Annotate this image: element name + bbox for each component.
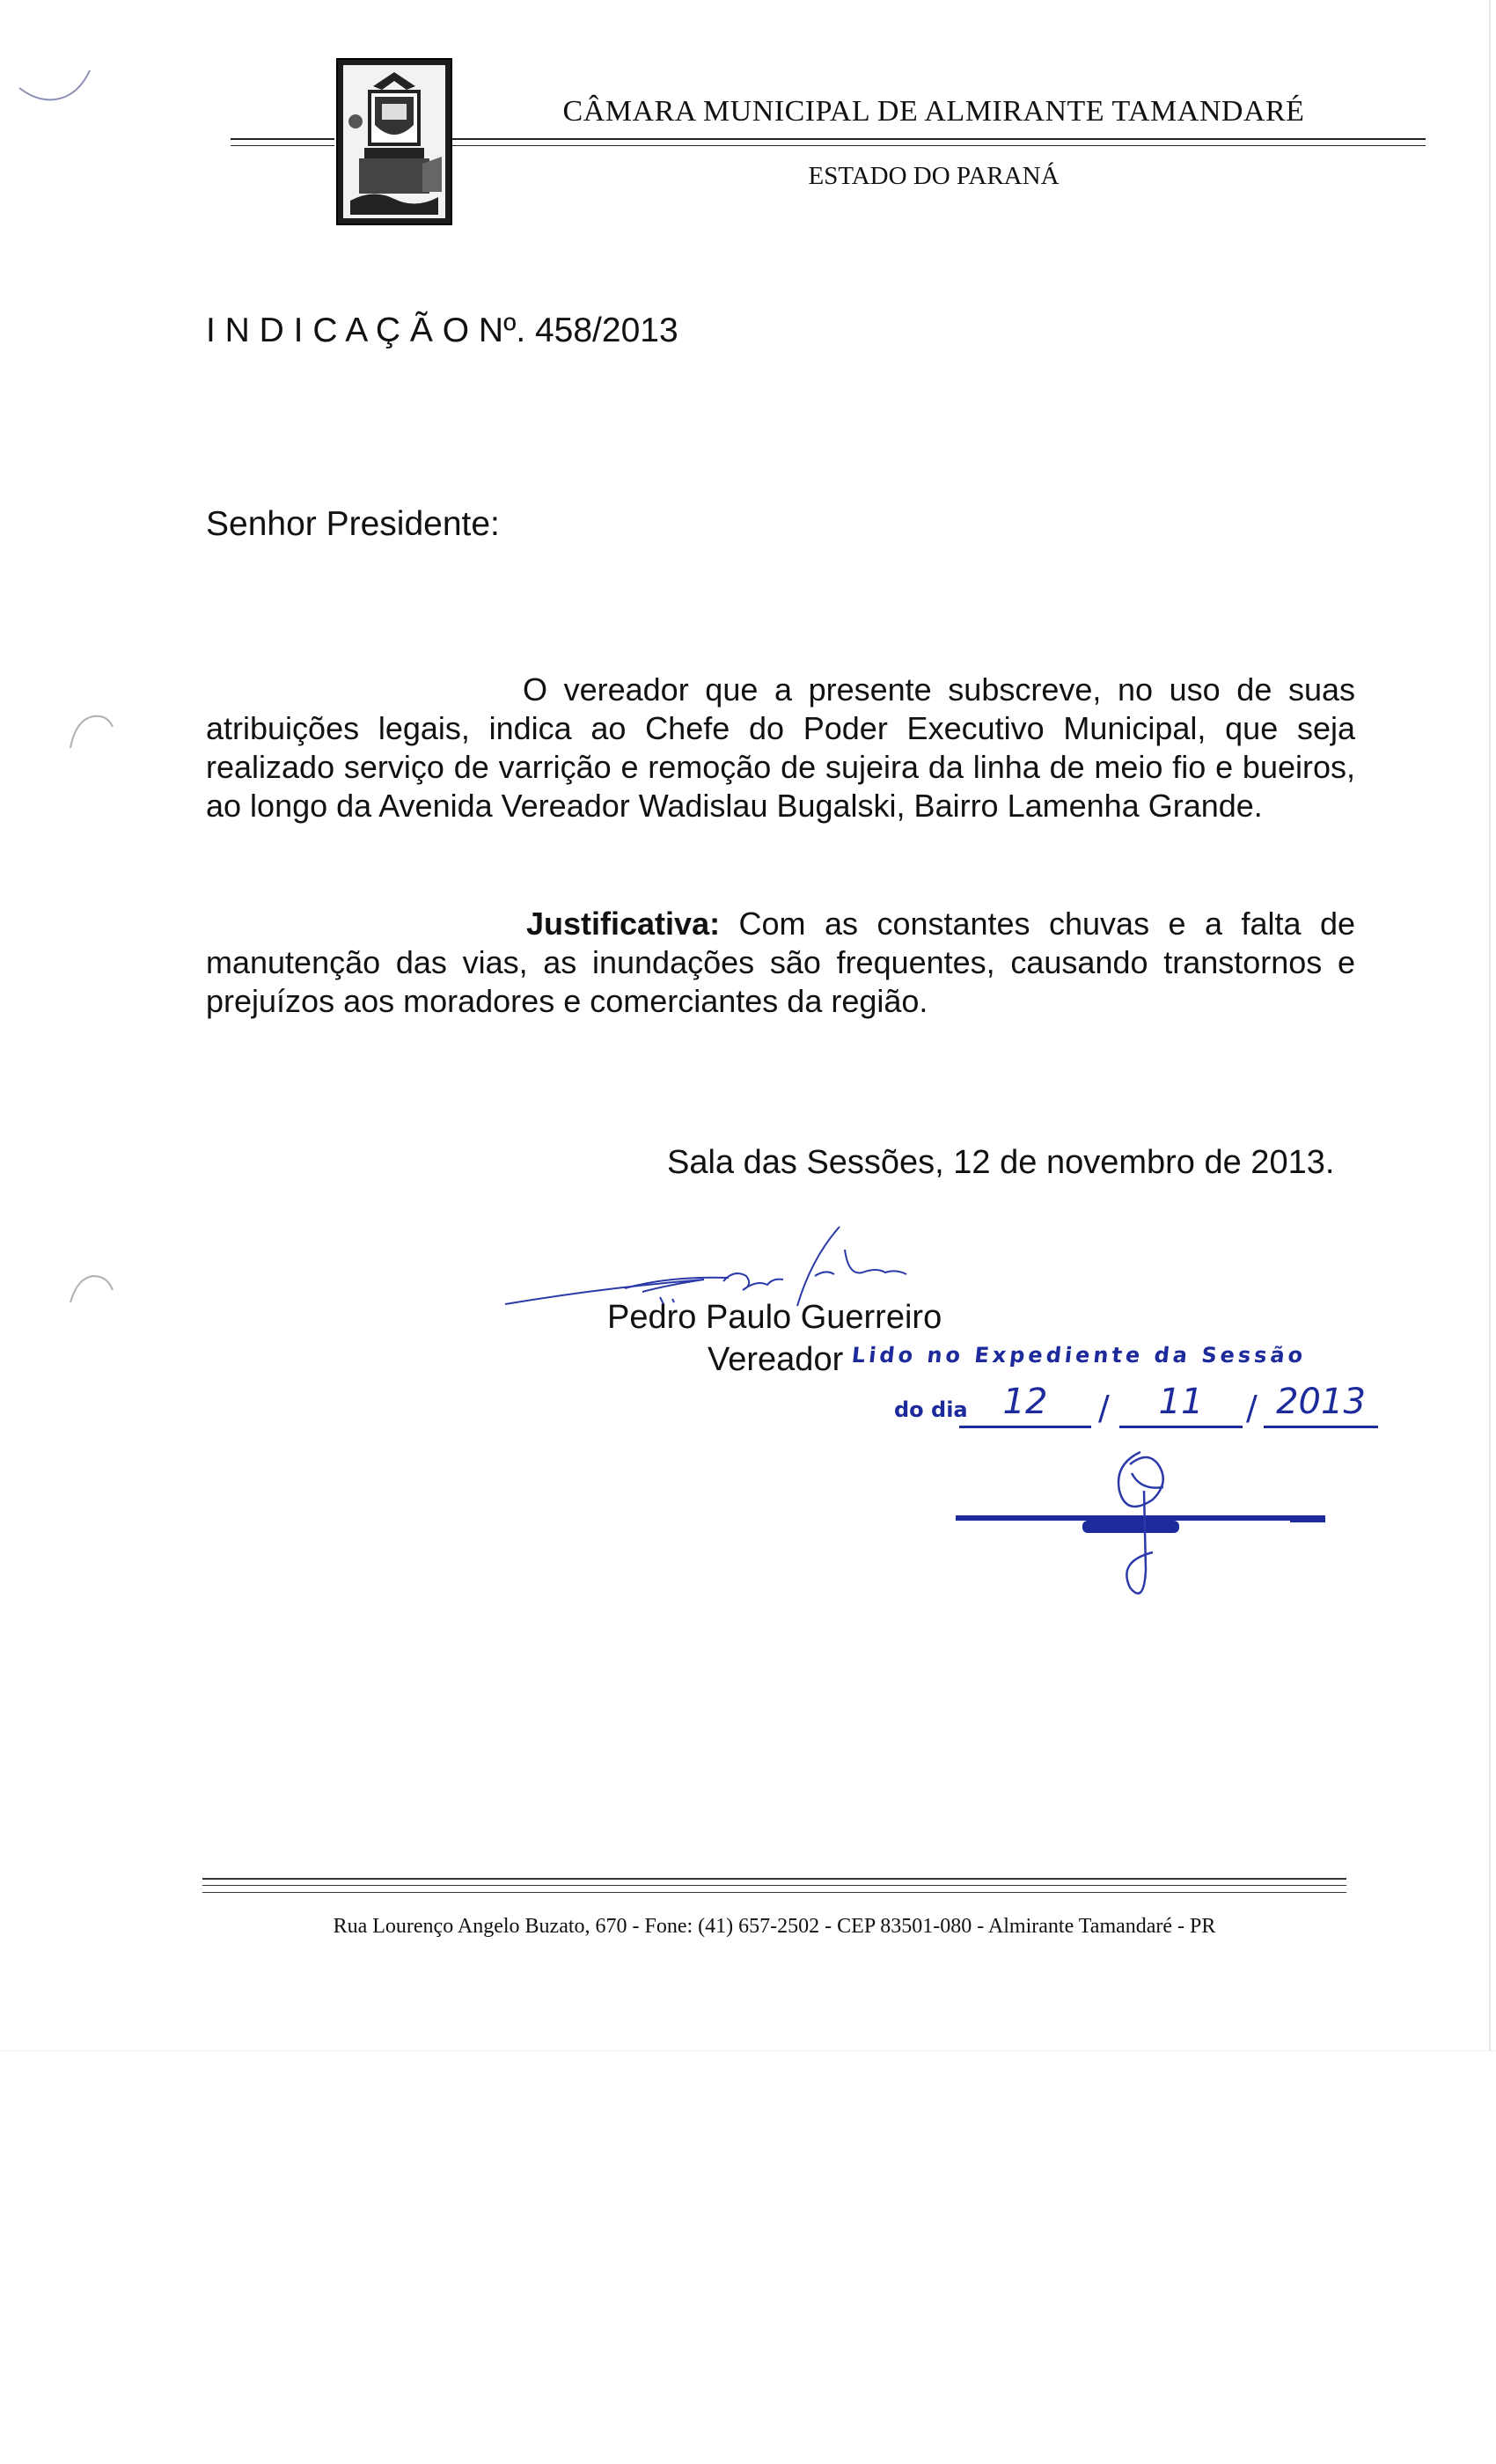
reading-stamp-title: Lido no Expediente da Sessão (850, 1343, 1308, 1368)
municipal-crest-logo (336, 58, 452, 225)
signer-role: Vereador (708, 1341, 844, 1378)
header-rule (452, 138, 1426, 140)
body-paragraph: O vereador que a presente subscreve, no uso de suas atribuições legais, indica ao Chefe do Poder Executivo Municipal, que seja realizado serviço de varrição e remoção de sujeira da linha de meio fio e bueiros, ao longo da Avenida Vereador Wadislau Bugalski, Bairro Lamenha Grande. (206, 671, 1355, 824)
scan-edge (1489, 0, 1491, 2050)
stamp-date-separator: / (1246, 1389, 1258, 1427)
justification-paragraph (206, 905, 1355, 1021)
header-rule (231, 138, 334, 140)
signer-name: Pedro Paulo Guerreiro (607, 1299, 942, 1336)
scan-bottom-edge (0, 2050, 1496, 2051)
margin-pencil-mark (62, 1267, 123, 1320)
place-and-date: Sala das Sessões, 12 de novembro de 2013. (667, 1144, 1335, 1181)
margin-pencil-mark (62, 704, 123, 757)
stamp-signature-rule-end (1290, 1517, 1325, 1522)
footer-rule (202, 1878, 1346, 1880)
chamber-name: CÂMARA MUNICIPAL DE ALMIRANTE TAMANDARÉ (562, 95, 1305, 128)
justification-text: Com as constantes chuvas e a falta de manutenção das vias, as inundações são frequentes, causando transtornos e prejuízos aos moradores e comerciantes da região. (206, 906, 1355, 1019)
stamp-month-field: 11 (1119, 1378, 1243, 1428)
salutation: Senhor Presidente: (206, 505, 500, 543)
margin-pencil-mark (16, 53, 104, 114)
reading-stamp-date-label: do dia (894, 1397, 968, 1422)
state-name: ESTADO DO PARANÁ (808, 162, 1060, 190)
stamp-date-separator: / (1098, 1389, 1110, 1427)
footer-address: Rua Lourenço Angelo Buzato, 670 - Fone: (41) 657-2502 - CEP 83501-080 - Almirante Tamandaré - PR (333, 1915, 1216, 1938)
stamp-day-field: 12 (959, 1378, 1091, 1428)
header-rule (231, 145, 334, 146)
document-number: I N D I C A Ç Ã O Nº. 458/2013 (206, 312, 678, 349)
header-rule (452, 145, 1426, 146)
footer-rule (202, 1892, 1346, 1893)
handwritten-initials (1079, 1438, 1202, 1614)
stamp-year-field: 2013 (1264, 1378, 1378, 1428)
justification-label: Justificativa: (526, 906, 721, 942)
footer-rule (202, 1885, 1346, 1886)
